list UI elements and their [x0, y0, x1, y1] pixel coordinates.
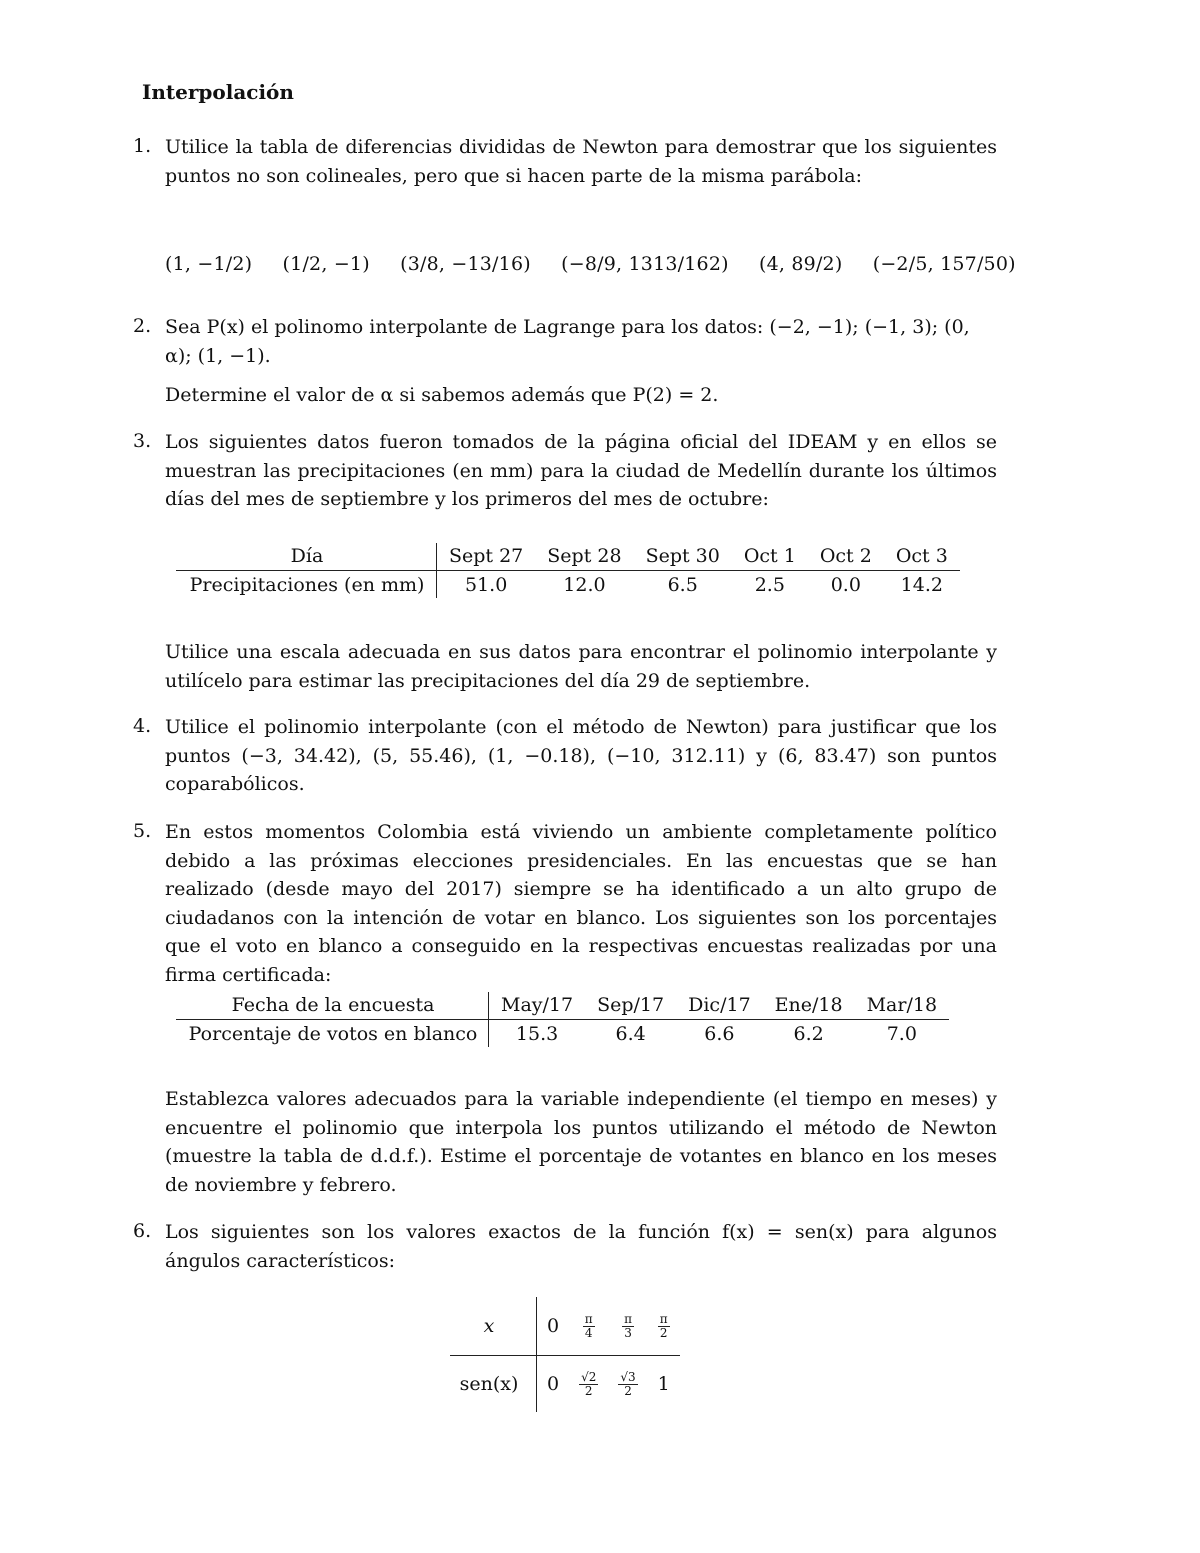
table-header: Sept 27 [437, 543, 536, 571]
problem-1-points [165, 253, 1016, 275]
point: (−8/9, 1313/162) [561, 253, 729, 275]
table-header: Oct 1 [732, 543, 808, 571]
problem-2-text: Sea P(x) el polinomo interpolante de Lagrange para los datos: (−2, −1); (−1, 3); (0, α); (1, −1). [165, 316, 970, 367]
page-title: Interpolación [142, 80, 294, 104]
problem-6-text: Los siguientes son los valores exactos de la función f(x) = sen(x) para algunos ángulos característicos: [165, 1221, 997, 1272]
table-header: Oct 3 [884, 543, 960, 571]
table-header: Dic/17 [676, 992, 763, 1020]
table-header: May/17 [489, 992, 586, 1020]
problem-5-question: Establezca valores adecuados para la variable independiente (el tiempo en meses) y encuentre el polinomio que interpola los puntos utilizando el método de Newton (muestre la tabla de d.d.f.). Estime el porcentaje de votantes en blanco en los meses de noviembre y febrero. [165, 1088, 997, 1196]
table-cell: 6.5 [667, 574, 698, 596]
problem-1-number: 1. [133, 135, 152, 157]
fraction: $\frac{\pi}{2}$ [659, 1311, 668, 1340]
fraction: $\frac{\pi}{3}$ [624, 1311, 632, 1340]
fraction: $\frac{√2}{2}$ [581, 1369, 597, 1398]
table-row [176, 543, 960, 571]
sine-table [450, 1297, 680, 1412]
survey-table [176, 992, 949, 1047]
table-cell: 7.0 [886, 1023, 917, 1045]
row-label: sen(x) [450, 1356, 537, 1413]
row-label: x [450, 1297, 537, 1356]
table-cell [608, 1356, 647, 1413]
fraction: $\frac{\pi}{4}$ [584, 1311, 593, 1340]
problem-5-number: 5. [133, 820, 152, 842]
table-cell: 6.4 [615, 1023, 646, 1045]
table-row [176, 992, 949, 1020]
table-cell: 0.0 [830, 574, 861, 596]
table-header: Oct 2 [808, 543, 884, 571]
table-cell: 12.0 [563, 574, 606, 596]
table-cell: 1 [657, 1373, 670, 1395]
table-header: Mar/18 [855, 992, 949, 1020]
table-cell: 15.3 [515, 1023, 559, 1045]
table-cell: 0 [537, 1297, 570, 1356]
problem-2-question: Determine el valor de α si sabemos además que P(2) = 2. [165, 384, 719, 406]
problem-5-text: En estos momentos Colombia está viviendo un ambiente completamente político debido a las próximas elecciones presidenciales. En las encuestas que se han realizado (desde mayo del 2017) siempre se ha identificado a un alto grupo de ciudadanos con la intención de votar en blanco. Los siguientes son los porcentajes que el voto en blanco a conseguido en la respectivas encuestas realizadas por una firma certificada: [165, 821, 997, 986]
precipitation-table [176, 543, 960, 598]
table-row [450, 1356, 680, 1413]
table-cell: 0 [547, 1373, 560, 1395]
fraction: $\frac{√3}{2}$ [620, 1369, 636, 1398]
table-header: Ene/18 [763, 992, 855, 1020]
point: (3/8, −13/16) [400, 253, 531, 275]
point: (1, −1/2) [165, 253, 253, 275]
problem-3-text: Los siguientes datos fueron tomados de la página oficial del IDEAM y en ellos se muestran las precipitaciones (en mm) para la ciudad de Medellín durante los últimos días del mes de septiembre y los primeros del mes de octubre: [165, 431, 997, 510]
table-cell [608, 1297, 647, 1356]
row-label: Fecha de la encuesta [176, 992, 489, 1020]
table-row [450, 1297, 680, 1356]
table-cell [569, 1356, 608, 1413]
table-cell: 14.2 [900, 574, 943, 596]
table-cell: 51.0 [464, 574, 508, 596]
problem-1-text: Utilice la tabla de diferencias divididas de Newton para demostrar que los siguientes puntos no son colineales, pero que si hacen parte de la misma parábola: [165, 136, 997, 187]
problem-4-number: 4. [133, 715, 152, 737]
table-row [176, 1020, 949, 1048]
point: (4, 89/2) [758, 253, 843, 275]
problem-6-number: 6. [133, 1220, 152, 1242]
table-cell [648, 1297, 680, 1356]
table-row [176, 571, 960, 599]
row-label: Porcentaje de votos en blanco [176, 1020, 489, 1048]
table-header: Sept 28 [535, 543, 633, 571]
row-label: Precipitaciones (en mm) [176, 571, 437, 599]
problem-3-question: Utilice una escala adecuada en sus datos para encontrar el polinomio interpolante y utilícelo para estimar las precipitaciones del día 29 de septiembre. [165, 641, 997, 692]
table-cell: 2.5 [754, 574, 785, 596]
table-header: Sep/17 [585, 992, 676, 1020]
point: (1/2, −1) [282, 253, 370, 275]
problem-4-text: Utilice el polinomio interpolante (con el método de Newton) para justificar que los puntos (−3, 34.42), (5, 55.46), (1, −0.18), (−10, 312.11) y (6, 83.47) son puntos coparabólicos. [165, 716, 997, 795]
problem-2-number: 2. [133, 315, 152, 337]
table-cell [569, 1297, 608, 1356]
table-cell: 6.2 [793, 1023, 824, 1045]
problem-3-number: 3. [133, 430, 152, 452]
point: (−2/5, 157/50) [872, 253, 1016, 275]
row-label: Día [176, 543, 437, 571]
table-header: Sept 30 [634, 543, 732, 571]
table-cell: 6.6 [704, 1023, 735, 1045]
